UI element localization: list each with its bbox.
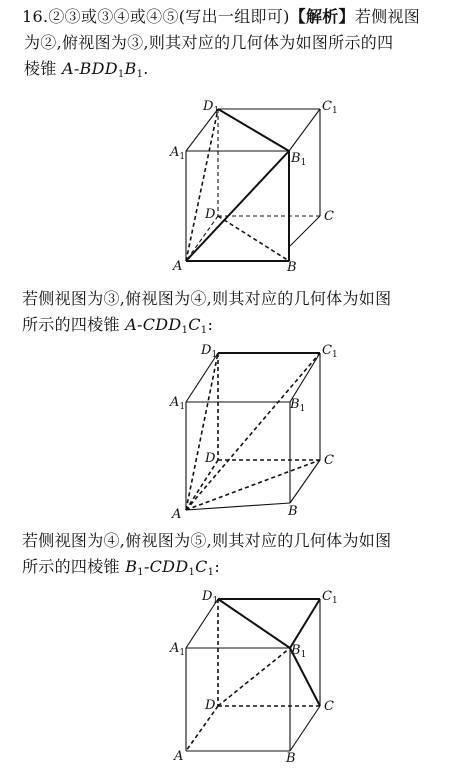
label-A1: $A_1$ bbox=[170, 641, 186, 658]
label-C1: $C_1$ bbox=[322, 343, 338, 360]
analysis-tag: 【解析】 bbox=[289, 7, 355, 26]
case-3-line-1: 若侧视图为④,俯视图为⑤,则其对应的几何体为如图 bbox=[22, 531, 392, 550]
label-A: A bbox=[172, 507, 182, 522]
label-C1: $C_1$ bbox=[322, 589, 338, 606]
figure-pyramid-3 bbox=[0, 586, 466, 766]
label-C1: $C_1$ bbox=[322, 99, 338, 116]
label-A: A bbox=[173, 259, 183, 274]
pyramid-name-3: $B_1-CDD_1C_1$ bbox=[125, 557, 215, 578]
label-D: D bbox=[205, 698, 216, 713]
problem-line-1 bbox=[22, 4, 452, 30]
problem-line-3: 棱锥 $A-BDD_1B_1$. bbox=[24, 59, 149, 80]
label-C: C bbox=[324, 699, 334, 714]
pyramid-name-1: $A-BDD_1B_1$ bbox=[62, 59, 144, 80]
case-2-line-1: 若侧视图为③,俯视图为④,则其对应的几何体为如图 bbox=[22, 289, 392, 308]
answer-options: ②③或③④或④⑤(写出一组即可) bbox=[48, 7, 290, 26]
label-C: C bbox=[324, 453, 334, 468]
case-2-line-2: 所示的四棱锥 $A-CDD_1C_1$: bbox=[22, 315, 214, 336]
label-D1: $D_1$ bbox=[202, 589, 219, 606]
problem-16-text bbox=[22, 4, 452, 88]
label-D: D bbox=[205, 207, 216, 222]
problem-number: 16. bbox=[22, 7, 49, 26]
label-B: B bbox=[288, 504, 298, 519]
problem-line-1-post: 若侧视图 bbox=[354, 7, 421, 26]
label-B1: $B_1$ bbox=[291, 643, 307, 660]
label-A1: $A_1$ bbox=[170, 145, 186, 162]
problem-line-2: 为②,俯视图为③,则其对应的几何体为如图所示的四 bbox=[24, 33, 394, 52]
label-B: B bbox=[286, 751, 296, 766]
figure-pyramid-2 bbox=[0, 340, 466, 520]
label-B: B bbox=[287, 260, 297, 275]
case-2-text bbox=[22, 286, 452, 344]
pyramid-name-2: $A-CDD_1C_1$ bbox=[125, 315, 208, 336]
case-3-line-2: 所示的四棱锥 $B_1-CDD_1C_1$: bbox=[22, 557, 221, 578]
label-A: A bbox=[174, 749, 184, 764]
label-D1: $D_1$ bbox=[201, 343, 218, 360]
label-D1: $D_1$ bbox=[203, 99, 220, 116]
label-D: D bbox=[205, 451, 216, 466]
case-3-text bbox=[22, 528, 452, 586]
label-B1: $B_1$ bbox=[291, 151, 307, 168]
label-C: C bbox=[324, 209, 334, 224]
figure-pyramid-1 bbox=[0, 96, 466, 276]
label-B1: $B_1$ bbox=[290, 397, 306, 414]
problem-line-3-pre: 棱锥 bbox=[24, 59, 57, 78]
label-A1: $A_1$ bbox=[170, 395, 186, 412]
